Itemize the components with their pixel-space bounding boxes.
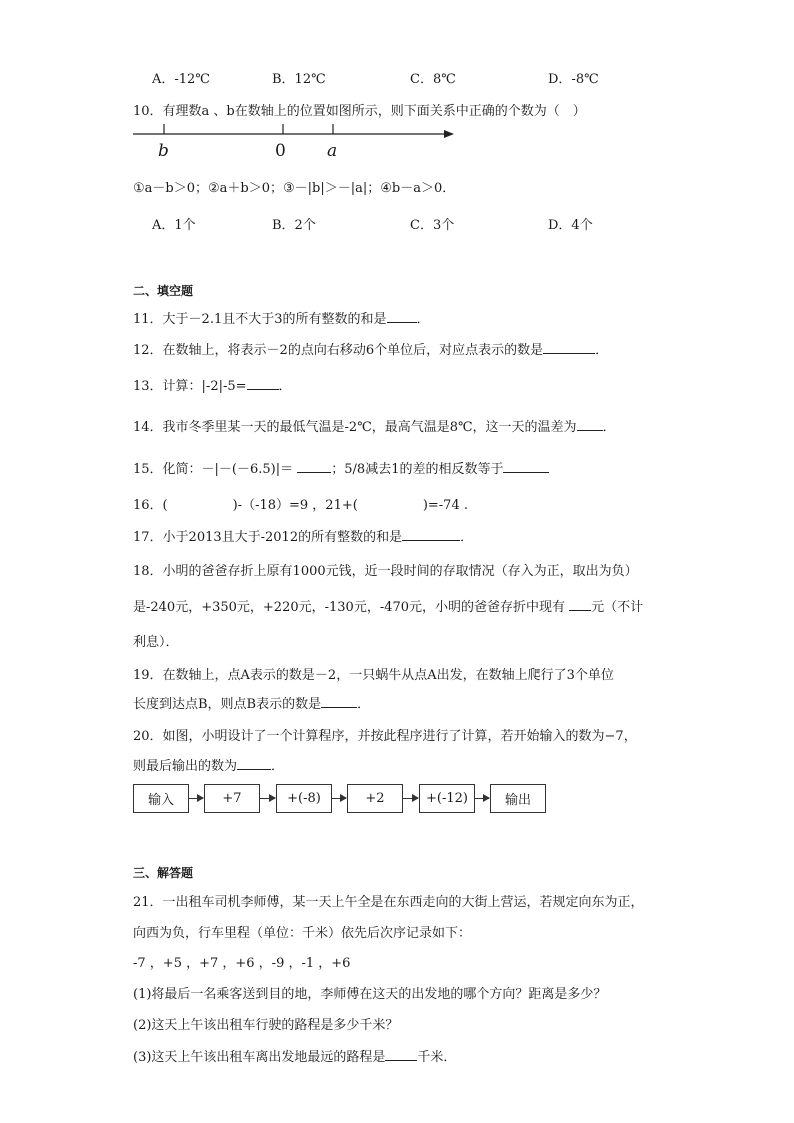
q21-part-3-blank [385,1048,417,1061]
flow-add-neg8-box: +(-8) [276,784,332,813]
q21-line-2: 向西为负，行车里程（单位：千米）依先后次序记录如下： [133,926,472,941]
number-line-arrow [444,130,454,138]
q16: 16．( )-（-18）=9 ，21+( )=-74 . [133,498,468,513]
number-line-figure [128,118,458,162]
axis-label-a: a [327,141,338,161]
axis-label-b: b [158,141,169,161]
q21-line-1: 21．一出租车司机李师傅，某一天上午全是在东西走向的大街上营运，若规定向东为正， [133,895,644,910]
q20-blank [237,757,271,770]
q21-part-3-end: 千米． [417,1050,457,1065]
q14-blank [577,418,603,431]
q19-line-2 [133,693,370,712]
q21-part-1: (1)将最后一名乘客送到目的地，李师傅在这天的出发地的哪个方向？距离是多少？ [133,987,607,1002]
q18-text-a: 是-240元，+350元，+220元，-130元，-470元，小明的爸爸存折中现有 [133,600,566,615]
q15 [133,458,549,477]
flow-arrow-2 [260,798,275,799]
q19-text: 长度到达点B，则点B表示的数是 [133,697,322,712]
section-answer-title: 三、解答题 [133,866,194,880]
q19-line-1: 19．在数轴上，点A表示的数是－2，一只蜗牛从点A出发，在数轴上爬行了3个单位 [133,668,614,683]
q18-blank [569,598,591,611]
q9-option-a: A．-12℃ [152,72,210,87]
q9-option-c: C．8℃ [410,72,456,87]
section-fill-in-title: 二、填空题 [133,284,194,298]
q21-part-3 [133,1046,456,1065]
q18-line-3: 利息）． [133,635,179,650]
q10-option-a: A．1个 [152,218,196,233]
q12 [133,339,608,358]
q11-end: ． [416,312,430,327]
flow-arrow-1 [189,798,203,799]
q13-text: 13．计算：|-2|-5= [133,379,247,394]
flow-output-box: 输出 [490,784,546,813]
q15-text-b: ；5/8减去1的差的相反数等于 [331,462,504,477]
q17-end: ． [460,530,474,545]
q17-blank [402,528,460,541]
q20-line-1: 20．如图，小明设计了一个计算程序，并按此程序进行了计算，若开始输入的数为−7， [133,729,637,744]
axis-label-zero: 0 [275,141,286,161]
q10-option-c: C．3个 [410,218,455,233]
q12-text: 12．在数轴上，将表示－2的点向右移动6个单位后，对应点表示的数是 [133,343,544,358]
q15-blank-1 [297,460,331,473]
q18-text-b: 元（不计 [591,600,644,615]
q17 [133,526,473,545]
q11-text: 11．大于－2.1且不大于3的所有整数的和是 [133,312,387,327]
flow-arrow-3 [332,798,346,799]
q20-end: ． [271,759,285,774]
q9-option-b: B．12℃ [272,72,326,87]
q13-end: ． [278,379,292,394]
flow-add-2-box: +2 [347,784,403,813]
q21-part-3-text: (3)这天上午该出租车离出发地最远的路程是 [133,1050,386,1065]
flow-arrow-4 [403,798,418,799]
q10-option-b: B．2个 [272,218,316,233]
q11 [133,308,430,327]
q18-line-1: 18．小明的爸爸存折上原有1000元钱，近一段时间的存取情况（存入为正，取出为负） [133,564,638,579]
q17-text: 17．小于2013且大于-2012的所有整数的和是 [133,530,403,545]
q15-text-a: 15．化简：－|－(－6.5)|＝ [133,462,294,477]
q13-blank [247,377,279,390]
q15-blank-2 [503,460,549,473]
q21-part-2: (2)这天上午该出租车行驶的路程是多少千米？ [133,1018,399,1033]
q12-blank [543,341,595,354]
q19-end: ． [357,697,371,712]
q14-end: ． [602,420,616,435]
q20-text: 则最后输出的数为 [133,759,238,774]
q10-stem: 10．有理数a 、b在数轴上的位置如图所示，则下面关系中正确的个数为（ ） [133,104,586,119]
q14-text: 14．我市冬季里某一天的最低气温是-2℃，最高气温是8℃，这一天的温差为 [133,420,577,435]
flow-arrow-5 [475,798,489,799]
q21-data: -7 ，+5 ，+7 ，+6 ，-9 ，-1 ，+6 [133,956,351,971]
flow-add-7-box: +7 [204,784,260,813]
q10-relations: ①a－b＞0；②a＋b＞0；③－|b|＞－|a|；④b－a＞0． [133,181,456,196]
q18-line-2 [133,596,643,615]
q19-blank [321,695,357,708]
flow-add-neg12-box: +(-12) [419,784,475,813]
q20-line-2 [133,755,284,774]
q11-blank [387,310,417,323]
q9-option-d: D．-8℃ [548,72,599,87]
q12-end: ． [595,343,609,358]
q10-option-d: D．4个 [548,218,593,233]
q13 [133,375,292,394]
q14 [133,416,616,435]
flow-input-box: 输入 [133,784,189,813]
